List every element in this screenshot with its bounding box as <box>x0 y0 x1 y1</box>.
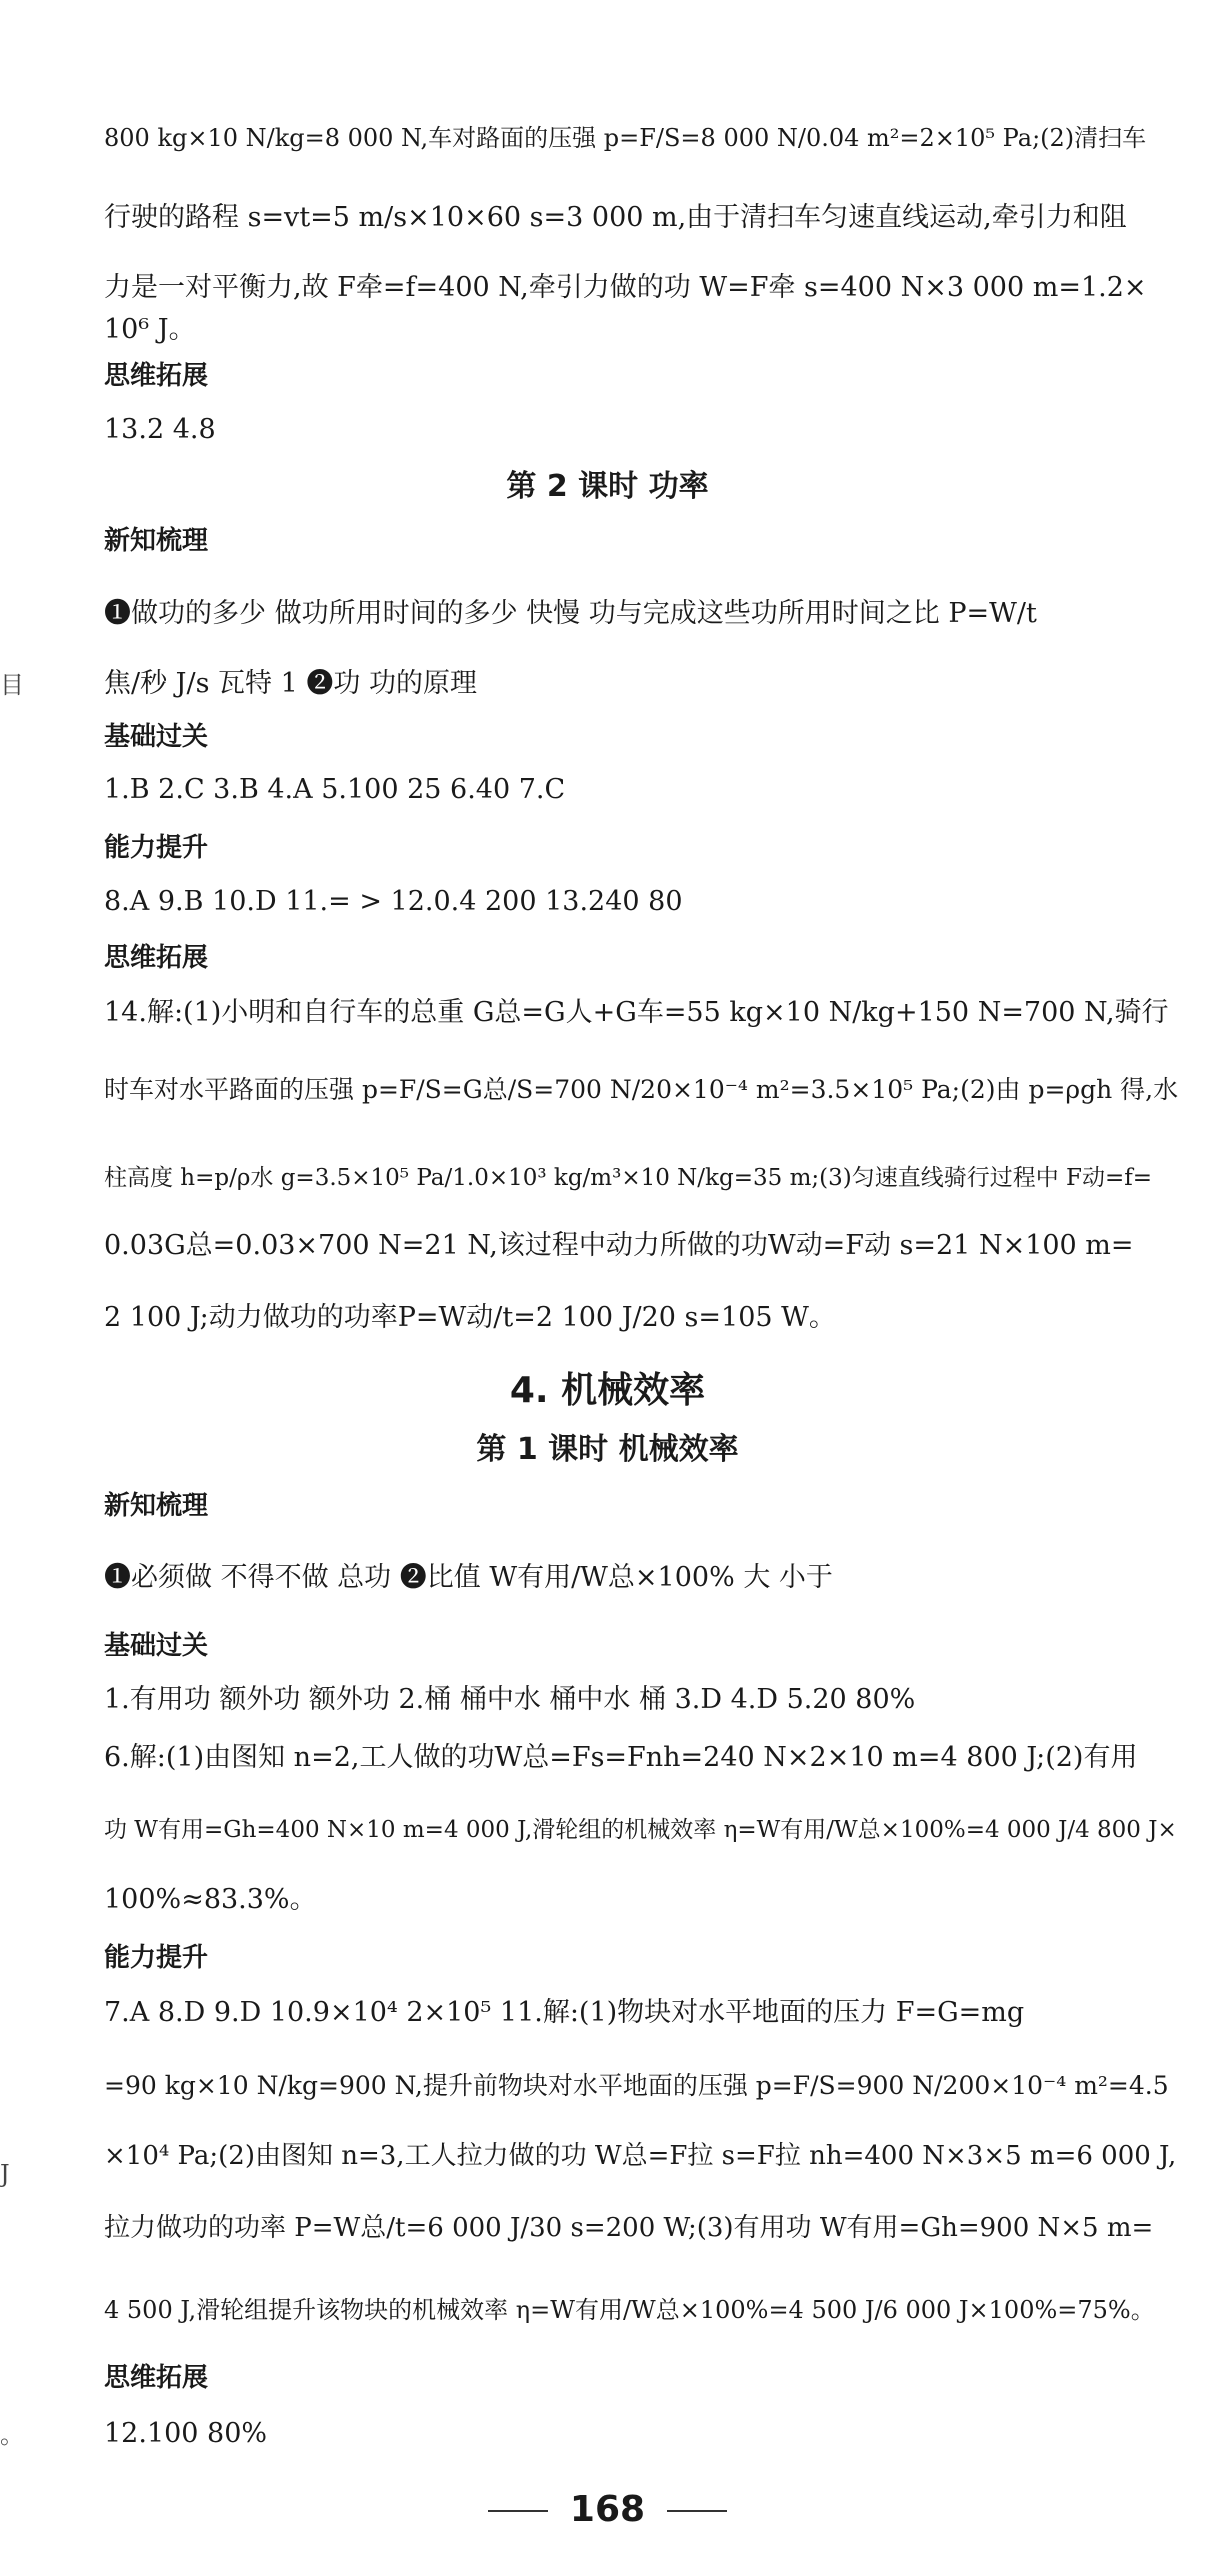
section-heading: 新知梳理 <box>104 526 209 556</box>
text-line: ❶必须做 不得不做 总功 ❷比值 W有用/W总×100% 大 小于 <box>104 1562 833 1593</box>
lesson-title: 第 2 课时 功率 <box>506 469 709 504</box>
page-number-dash <box>667 2510 727 2512</box>
chapter-title: 4. 机械效率 <box>509 1370 706 1411</box>
text-line: 4 500 J,滑轮组提升该物块的机械效率 η=W有用/W总×100%=4 500 J/6 000 J×100%=75%。 <box>104 2296 1155 2324</box>
text-line: 时车对水平路面的压强 p=F/S=G总/S=700 N/20×10⁻⁴ m²=3.5×10⁵ Pa;(2)由 p=ρgh 得,水 <box>104 1075 1179 1104</box>
margin-mark: 。 <box>0 2421 24 2449</box>
section-heading: 能力提升 <box>104 833 209 863</box>
text-line: 柱高度 h=p/ρ水 g=3.5×10⁵ Pa/1.0×10³ kg/m³×10 N/kg=35 m;(3)匀速直线骑行过程中 F动=f= <box>104 1165 1153 1191</box>
text-line: 14.解:(1)小明和自行车的总重 G总=G人+G车=55 kg×10 N/kg+150 N=700 N,骑行 <box>104 997 1169 1028</box>
text-line: 1.有用功 额外功 额外功 2.桶 桶中水 桶中水 桶 3.D 4.D 5.20 80% <box>104 1684 916 1715</box>
text-line: 1.B 2.C 3.B 4.A 5.100 25 6.40 7.C <box>104 774 566 805</box>
page-number-bar <box>0 2488 1215 2532</box>
page-number-dash <box>488 2510 548 2512</box>
section-heading: 思维拓展 <box>104 943 209 973</box>
section-heading: 能力提升 <box>104 1943 209 1973</box>
text-line: 7.A 8.D 9.D 10.9×10⁴ 2×10⁵ 11.解:(1)物块对水平地面的压力 F=G=mg <box>104 1997 1025 2028</box>
text-line: ❶做功的多少 做功所用时间的多少 快慢 功与完成这些功所用时间之比 P=W/t <box>104 598 1037 629</box>
section-heading: 思维拓展 <box>104 361 209 391</box>
section-heading: 新知梳理 <box>104 1491 209 1521</box>
lesson-title: 第 1 课时 机械效率 <box>476 1432 739 1467</box>
text-line: 功 W有用=Gh=400 N×10 m=4 000 J,滑轮组的机械效率 η=W有用/W总×100%=4 000 J/4 800 J× <box>104 1817 1177 1843</box>
text-line: 力是一对平衡力,故 F牵=f=400 N,牵引力做的功 W=F牵 s=400 N×3 000 m=1.2× <box>104 272 1147 303</box>
text-line: 10⁶ J。 <box>104 314 196 345</box>
section-heading: 思维拓展 <box>104 2363 209 2393</box>
margin-mark: 目 <box>0 671 24 699</box>
text-line: 6.解:(1)由图知 n=2,工人做的功W总=Fs=Fnh=240 N×2×10 m=4 800 J;(2)有用 <box>104 1742 1138 1773</box>
text-line: 8.A 9.B 10.D 11.= > 12.0.4 200 13.240 80 <box>104 886 683 917</box>
section-heading: 基础过关 <box>104 1631 209 1661</box>
section-heading: 基础过关 <box>104 722 209 752</box>
text-line: 行驶的路程 s=vt=5 m/s×10×60 s=3 000 m,由于清扫车匀速直线运动,牵引力和阻 <box>104 202 1127 233</box>
text-line: 0.03G总=0.03×700 N=21 N,该过程中动力所做的功W动=F动 s=21 N×100 m= <box>104 1230 1134 1261</box>
text-line: =90 kg×10 N/kg=900 N,提升前物块对水平地面的压强 p=F/S=900 N/200×10⁻⁴ m²=4.5 <box>104 2071 1169 2100</box>
text-line: ×10⁴ Pa;(2)由图知 n=3,工人拉力做的功 W总=F拉 s=F拉 nh=400 N×3×5 m=6 000 J, <box>104 2141 1177 2171</box>
page-number: 168 <box>569 2489 646 2530</box>
text-line: 100%≈83.3%。 <box>104 1884 317 1915</box>
text-line: 12.100 80% <box>104 2418 268 2449</box>
text-line: 焦/秒 J/s 瓦特 1 ❷功 功的原理 <box>104 668 477 699</box>
text-line: 拉力做功的功率 P=W总/t=6 000 J/30 s=200 W;(3)有用功 W有用=Gh=900 N×5 m= <box>104 2213 1154 2243</box>
text-line: 800 kg×10 N/kg=8 000 N,车对路面的压强 p=F/S=8 000 N/0.04 m²=2×10⁵ Pa;(2)清扫车 <box>104 124 1147 152</box>
text-line: 2 100 J;动力做功的功率P=W动/t=2 100 J/20 s=105 W。 <box>104 1302 836 1333</box>
text-line: 13.2 4.8 <box>104 414 216 445</box>
margin-mark: J <box>0 2160 10 2188</box>
